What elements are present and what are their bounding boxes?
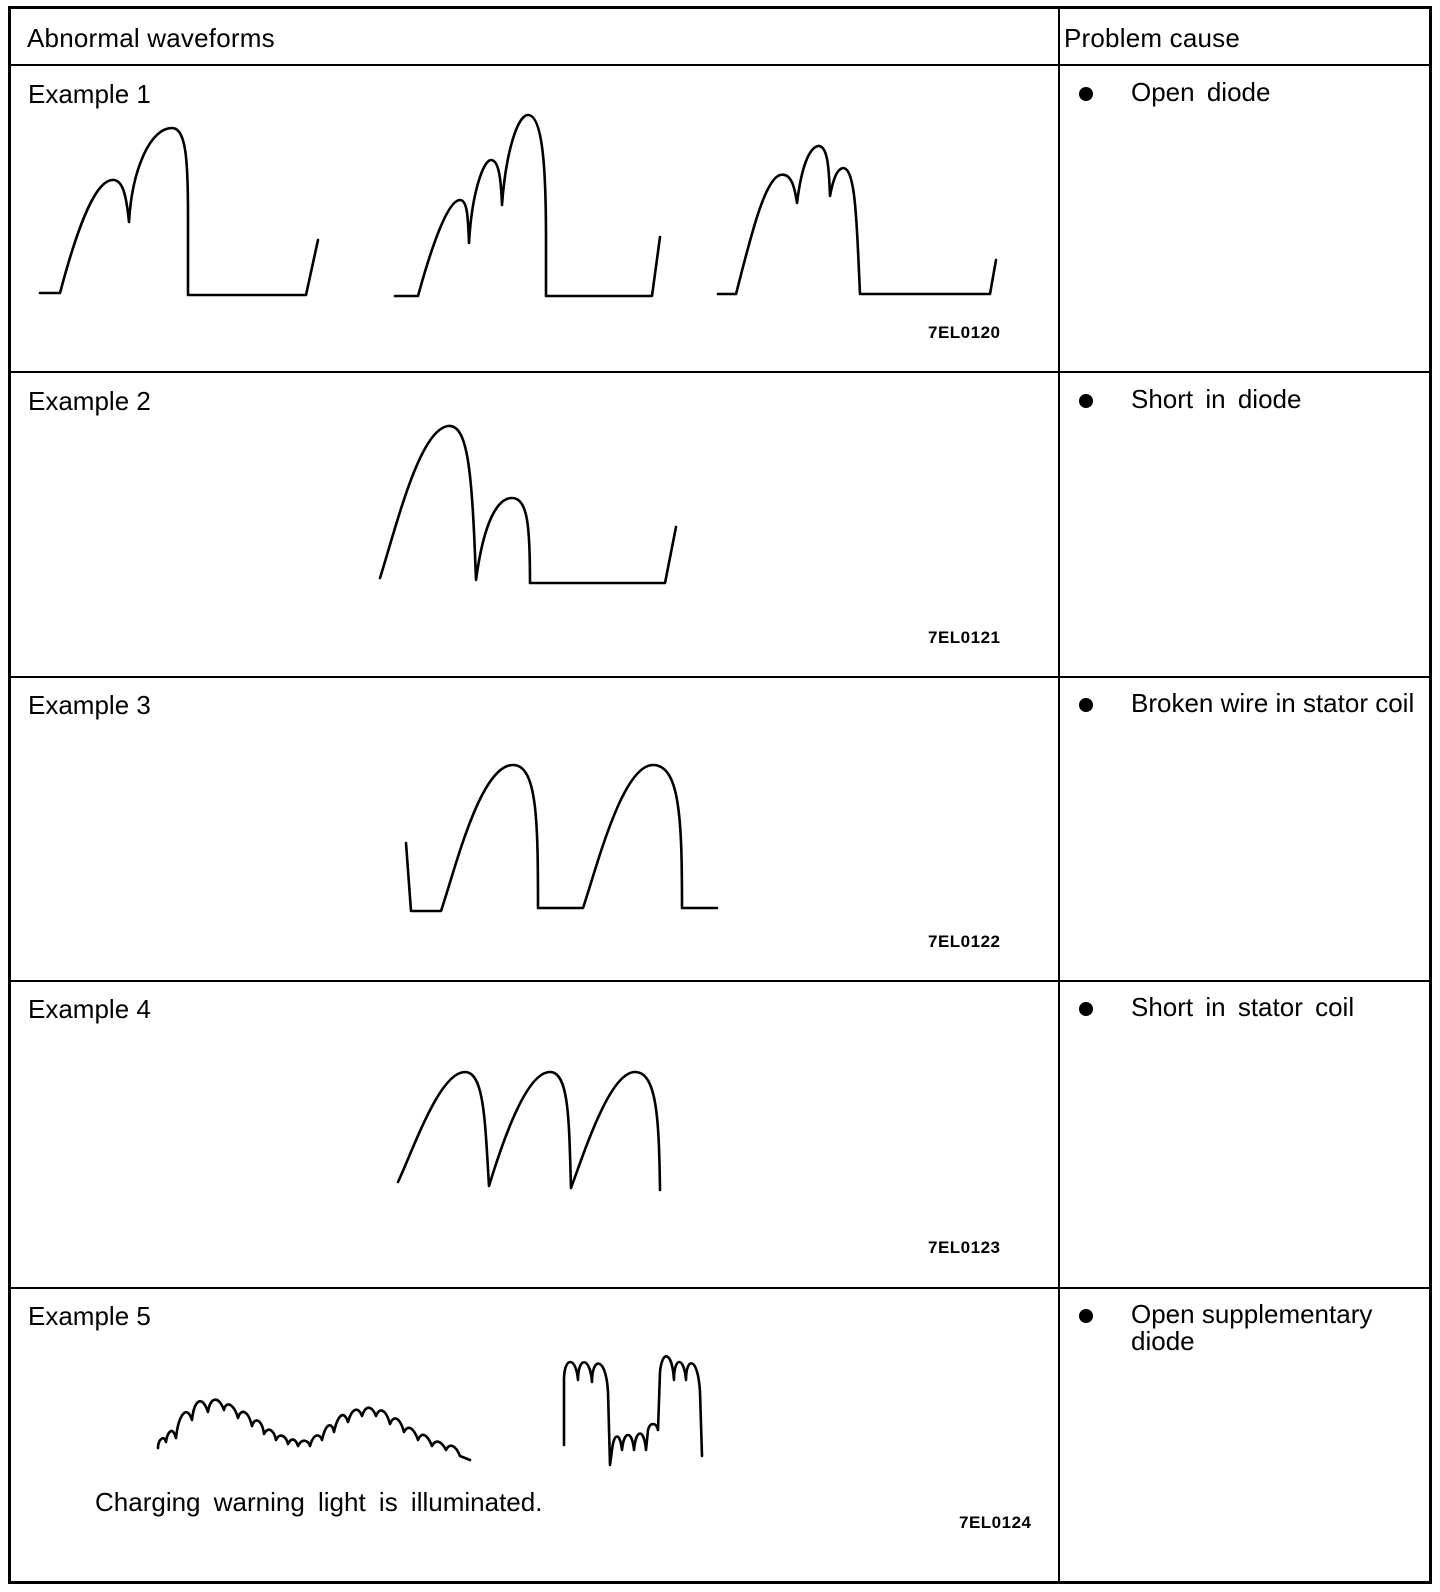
- example-4-cause-text: Short in stator coil: [1131, 992, 1355, 1022]
- example-4-waveform: [398, 1072, 660, 1190]
- example-3-label: Example 3: [28, 690, 151, 720]
- example-5-note: Charging warning light is illuminated.: [95, 1487, 543, 1517]
- example-5-ripple-waveform: [158, 1400, 470, 1460]
- example-1-cause-text: Open diode: [1131, 77, 1271, 107]
- example-5-cause-text: Open supplementary diode: [1131, 1299, 1373, 1356]
- example-3-waveform: [406, 765, 717, 911]
- example-5-code: 7EL0124: [959, 1513, 1032, 1532]
- example-5-block-waveform: [564, 1356, 702, 1465]
- example-1-waveform-b: [395, 115, 660, 296]
- header-abnormal-waveforms: Abnormal waveforms: [27, 23, 275, 53]
- example-2-waveform: [380, 426, 676, 583]
- example-4-label: Example 4: [28, 994, 151, 1024]
- example-1-waveform-a: [40, 128, 318, 295]
- example-5-label: Example 5: [28, 1301, 151, 1331]
- example-1-label: Example 1: [28, 79, 151, 109]
- example-1-code: 7EL0120: [928, 323, 1001, 342]
- example-2-cause-text: Short in diode: [1131, 384, 1302, 414]
- header-problem-cause: Problem cause: [1064, 23, 1241, 53]
- example-4-code: 7EL0123: [928, 1238, 1001, 1257]
- example-3-code: 7EL0122: [928, 932, 1001, 951]
- example-2-code: 7EL0121: [928, 628, 1001, 647]
- example-1-waveform-c: [718, 146, 996, 294]
- example-3-cause-text: Broken wire in stator coil: [1131, 688, 1415, 718]
- example-2-label: Example 2: [28, 386, 151, 416]
